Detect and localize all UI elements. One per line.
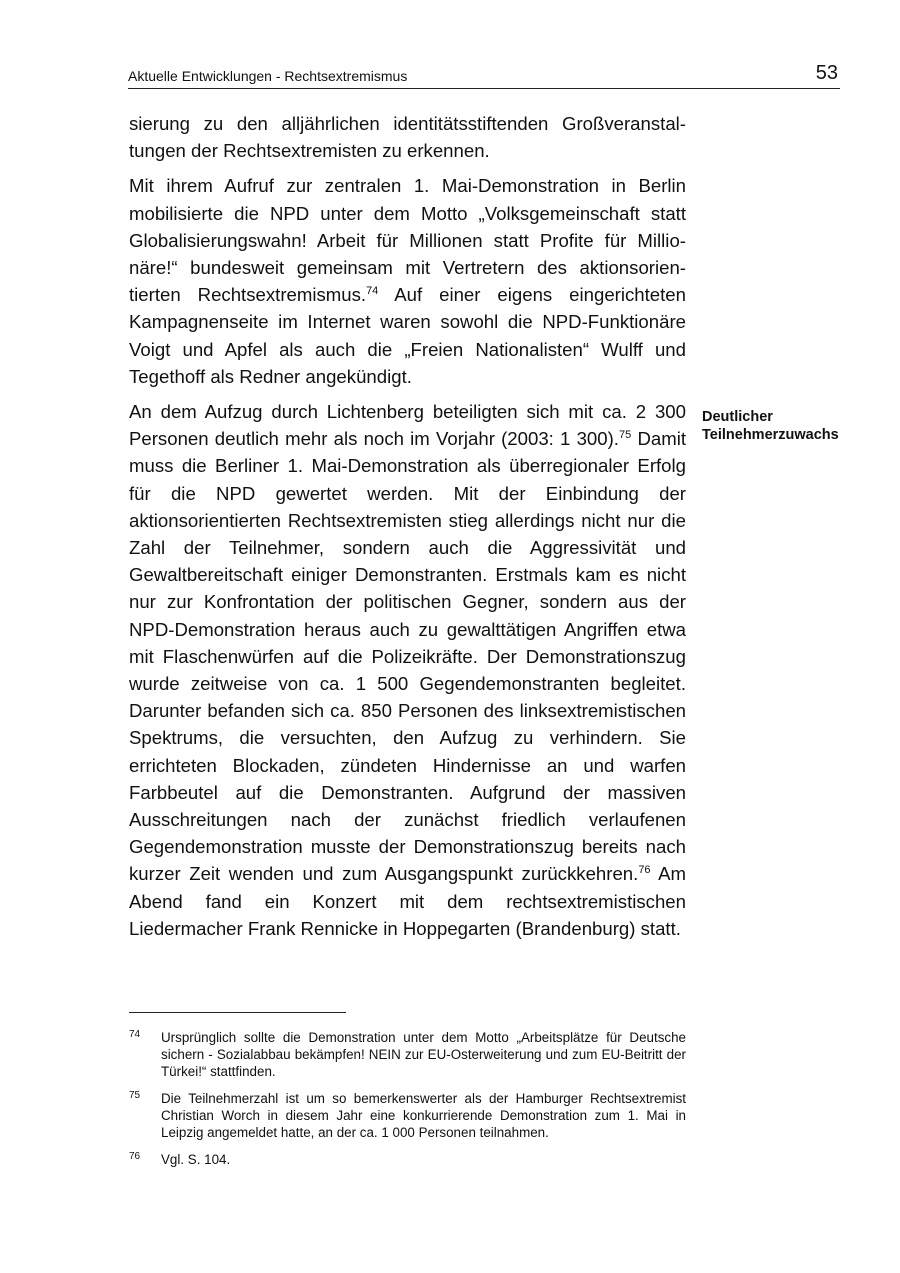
paragraph-3-text-b: Damit muss die Berliner 1. Mai-Demonstration als überregionaler Erfolg für die NPD gewertet werden. Mit der Einbindung der aktionsorientierten Rechtsextremisten stieg allerdings nicht nur die Zahl der Teilnehmer, sondern auch die Aggressivität und Gewaltbereitschaft einiger Demonstranten. Erstmals kam es nicht nur zur Konfrontation der politischen Gegner, sondern aus der NPD-Demonstration heraus auch zu gewalttätigen Angriffen etwa mit Flaschenwürfen auf die Polizeikräfte. Der Demonstrationszug wurde zeitweise von ca. 1 500 Gegendemonstranten begleitet. Darunter befanden sich ca. 850 Personen des linksextremistischen Spektrums, die versuchten, den Aufzug zu verhindern. Sie errichteten Blockaden, zündeten Hindernisse an und warfen Farbbeutel auf die Demonstranten. Aufgrund der massiven Ausschreitungen nach der zunächst friedlich verlaufenen Gegendemonstration musste der Demonstrationszug bereits nach kurzer Zeit wenden und zum Ausgangspunkt zurückkehren. <box>129 428 686 885</box>
paragraph-3-text-c: Am Abend fand ein Konzert mit dem rechtsextremistischen Liedermacher Frank Rennicke in Hoppegarten (Brandenburg) statt. <box>129 863 686 939</box>
margin-note-line-2: Teilnehmerzuwachs <box>702 427 839 443</box>
margin-note <box>702 408 882 444</box>
page-header <box>128 62 840 89</box>
footnote-text: Die Teilnehmerzahl ist um so bemerkenswerter als der Hamburger Rechtsextremist Christian Worch in diesem Jahr eine konkurrierende Demonstration zum 1. Mai in Leipzig angemeldet hatte, an der ca. 1 000 Personen teilnahmen. <box>161 1091 686 1140</box>
main-text <box>129 110 686 950</box>
footnote-separator <box>129 1012 346 1013</box>
paragraph-2-text-b: Auf einer eigens eingerichteten Kampagnenseite im Internet waren sowohl die NPD-Funktionäre Voigt und Apfel als auch die „Freien Nationalisten“ Wulff und Tegethoff als Redner angekündigt. <box>129 284 686 387</box>
paragraph-3 <box>129 398 686 942</box>
footnotes <box>129 1029 686 1178</box>
footnote-number: 74 <box>129 1029 141 1040</box>
footnote-74 <box>129 1029 686 1080</box>
page-number: 53 <box>815 62 838 84</box>
margin-note-line-1: Deutlicher <box>702 409 773 425</box>
footnote-number: 75 <box>129 1090 141 1101</box>
footnote-75 <box>129 1090 686 1141</box>
footnote-ref-74[interactable]: 74 <box>366 285 379 298</box>
paragraph-1-text: sierung zu den alljährlichen identitätsstiftenden Großveranstaltungen der Rechtsextremisten zu erkennen. <box>129 113 686 162</box>
footnote-text: Vgl. S. 104. <box>161 1152 231 1167</box>
paragraph-2-text-a: Mit ihrem Aufruf zur zentralen 1. Mai-Demonstration in Berlin mobilisierte die NPD unter dem Motto „Volksgemeinschaft statt Globalisierungswahn! Arbeit für Millionen statt Profite für Millionäre!“ bundesweit gemeinsam mit Vertretern des aktionsorientierten Rechtsextremismus. <box>129 175 686 306</box>
paragraph-1 <box>129 110 686 164</box>
running-title: Aktuelle Entwicklungen - Rechtsextremismus <box>128 68 408 84</box>
footnote-ref-75[interactable]: 75 <box>618 429 632 442</box>
paragraph-2 <box>129 172 686 390</box>
footnote-text: Ursprünglich sollte die Demonstration unter dem Motto „Arbeitsplätze für Deutsche sichern - Sozialabbau bekämpfen! NEIN zur EU-Osterweiterung und zum EU-Beitritt der Türkei!“ stattfinden. <box>161 1030 686 1079</box>
footnote-76 <box>129 1151 686 1168</box>
footnote-number: 76 <box>129 1151 141 1162</box>
paragraph-3-text-a: An dem Aufzug durch Lichtenberg beteiligten sich mit ca. 2 300 Personen deutlich mehr als noch im Vorjahr (2003: 1 300). <box>129 401 686 450</box>
footnote-ref-76[interactable]: 76 <box>638 864 651 877</box>
